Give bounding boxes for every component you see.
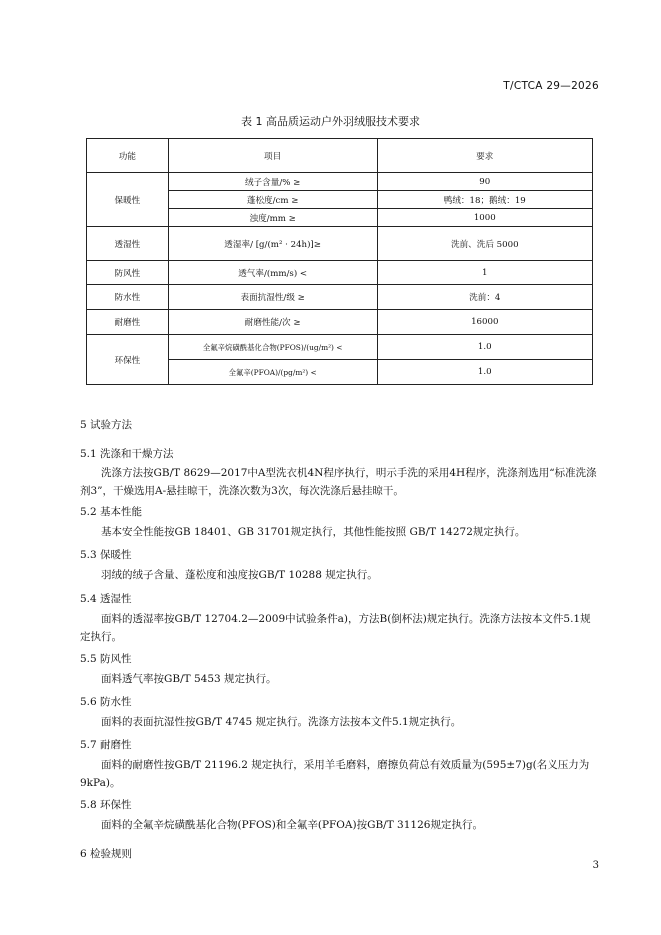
- section-text-5-5: 面料透气率按GB/T 5453 规定执行。: [101, 673, 277, 685]
- section-text-5-1: 洗涤方法按GB/T 8629—2017中A型洗衣机4N程序执行，明示手洗的采用4H程序，洗涤剂选用“标准洗涤剂3”，干燥选用A-悬挂晾干，洗涤次数为3次，每次洗涤后悬挂晾干。: [80, 467, 597, 497]
- section-heading-5-8: 5.8 环保性: [80, 799, 132, 811]
- table-header-row: [87, 139, 593, 173]
- table-row: [87, 335, 593, 360]
- section-heading-5-7: 5.7 耐磨性: [80, 739, 132, 751]
- column-header-req: 要求: [377, 139, 592, 173]
- cell-req: 1.0: [377, 360, 592, 385]
- cell-func: 保暖性: [87, 173, 169, 227]
- section-heading-5-2: 5.2 基本性能: [80, 506, 143, 518]
- table-title: 表 1 高品质运动户外羽绒服技术要求: [241, 115, 420, 128]
- cell-req: 90: [377, 173, 592, 191]
- cell-func: 透湿性: [87, 227, 169, 261]
- cell-func: 防水性: [87, 285, 169, 310]
- table-row: [87, 310, 593, 335]
- cell-func: 防风性: [87, 261, 169, 285]
- cell-req: 洗前、洗后 5000: [377, 227, 592, 261]
- section-heading-6: 6 检验规则: [80, 848, 133, 860]
- table-row: [87, 261, 593, 285]
- section-heading-5: 5 试验方法: [80, 419, 133, 431]
- section-text-5-4: 面料的透湿率按GB/T 12704.2—2009中试验条件a)，方法B(倒杯法)规定执行。洗涤方法按本文件5.1规定执行。: [80, 613, 591, 643]
- section-text-5-8: 面料的全氟辛烷磺酰基化合物(PFOS)和全氟辛(PFOA)按GB/T 31126规定执行。: [101, 819, 483, 831]
- section-heading-5-6: 5.6 防水性: [80, 696, 132, 708]
- table-row: [87, 227, 593, 261]
- section-text-5-7: 面料的耐磨性按GB/T 21196.2 规定执行，采用羊毛磨料，磨擦负荷总有效质量为(595±7)g(名义压力为9kPa)。: [80, 759, 590, 789]
- cell-item: 蓬松度/cm ≥: [168, 191, 377, 209]
- cell-req: 洗前：4: [377, 285, 592, 310]
- section-heading-5-1: 5.1 洗涤和干燥方法: [80, 448, 174, 460]
- section-heading-5-5: 5.5 防风性: [80, 653, 132, 665]
- table-row: [87, 285, 593, 310]
- cell-item: 透湿率/ [g/(m² · 24h)]≥: [168, 227, 377, 261]
- table-row: [87, 173, 593, 191]
- cell-req: 16000: [377, 310, 592, 335]
- cell-item: 浊度/mm ≥: [168, 209, 377, 227]
- section-heading-5-4: 5.4 透湿性: [80, 593, 132, 605]
- cell-item: 耐磨性能/次 ≥: [168, 310, 377, 335]
- column-header-func: 功能: [87, 139, 169, 173]
- cell-req: 1000: [377, 209, 592, 227]
- page-number: 3: [592, 860, 599, 871]
- cell-item: 全氟辛烷磺酰基化合物(PFOS)/(ug/m²) <: [168, 335, 377, 360]
- cell-req: 鸭绒：18；鹅绒：19: [377, 191, 592, 209]
- section-text-5-2: 基本安全性能按GB 18401、GB 31701规定执行，其他性能按照 GB/T 14272规定执行。: [101, 526, 526, 538]
- spec-table: [86, 138, 593, 385]
- standard-code: T/CTCA 29—2026: [503, 80, 599, 92]
- section-text-5-3: 羽绒的绒子含量、蓬松度和浊度按GB/T 10288 规定执行。: [101, 569, 378, 581]
- section-heading-5-3: 5.3 保暖性: [80, 549, 132, 561]
- cell-item: 表面抗湿性/级 ≥: [168, 285, 377, 310]
- cell-req: 1: [377, 261, 592, 285]
- cell-item: 全氟辛(PFOA)/(pg/m²) <: [168, 360, 377, 385]
- cell-item: 绒子含量/% ≥: [168, 173, 377, 191]
- section-text-5-6: 面料的表面抗湿性按GB/T 4745 规定执行。洗涤方法按本文件5.1规定执行。: [101, 716, 462, 728]
- cell-item: 透气率/(mm/s) <: [168, 261, 377, 285]
- column-header-item: 项目: [168, 139, 377, 173]
- cell-req: 1.0: [377, 335, 592, 360]
- cell-func: 环保性: [87, 335, 169, 385]
- cell-func: 耐磨性: [87, 310, 169, 335]
